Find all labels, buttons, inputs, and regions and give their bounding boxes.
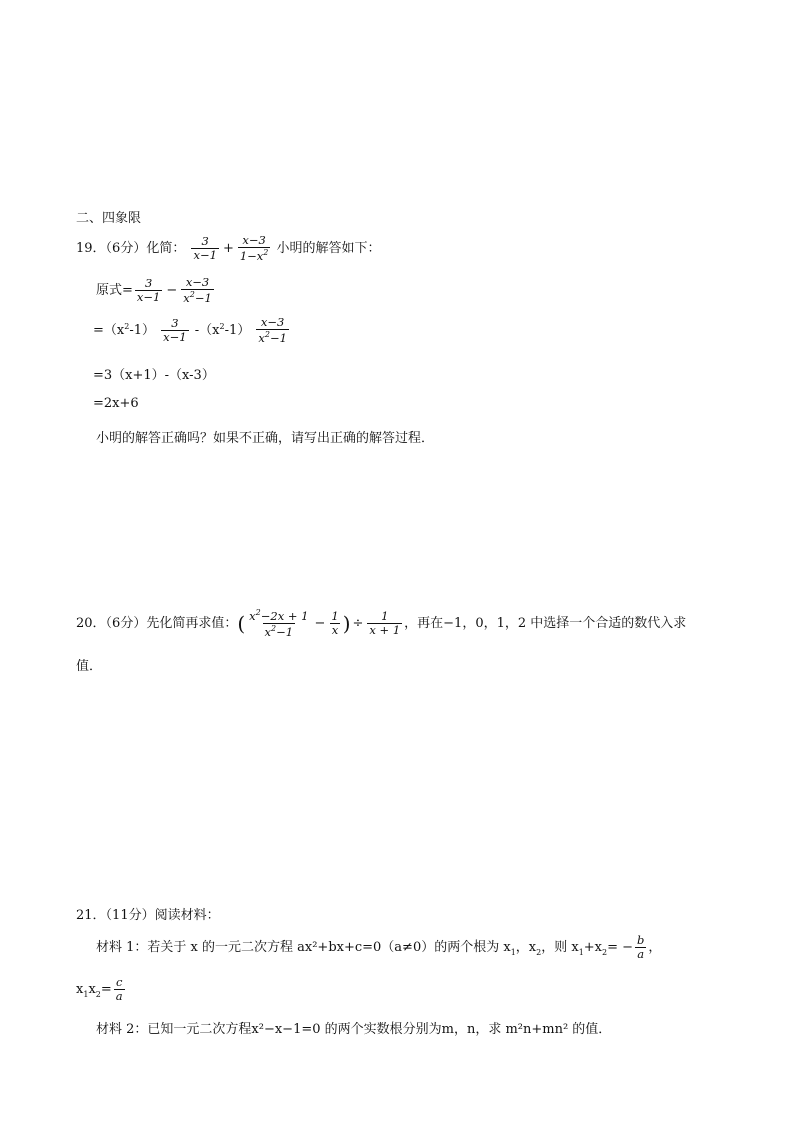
q19-question: 小明的解答正确吗？如果不正确，请写出正确的解答过程． — [96, 431, 435, 446]
q19-plus: + — [222, 241, 234, 257]
q19-fraction-1: $\frac{3}{x-1}$ — [193, 233, 217, 263]
q20-tail-line-2: 值． — [76, 659, 103, 674]
question-21-header: 21．（11分）阅读材料： — [76, 908, 220, 923]
q21-material-1-line-2: $x_1x_2=$ $\frac{c}{a}$ — [76, 975, 123, 1004]
q19-solution-line-1: 原式= $\frac{3}{x-1}$ − $\frac{x-3}{x^2-1}$ — [96, 275, 212, 306]
q19-score: （6分） — [105, 241, 147, 257]
q19-number: 19． — [76, 241, 106, 257]
q19-solution-line-4: =2x+6 — [93, 396, 139, 411]
q19-solution-line-3: =3（x+1）-（x-3） — [93, 368, 215, 383]
q19-solution-line-2: $=(x^2-1)$ $\frac{3}{x-1}$ $-(x^2-1)$ $\frac{x-3}{x^2-1}$ — [93, 315, 287, 346]
q21-material-2: 材料 2：已知一元二次方程x²−x−1=0 的两个实数根分别为m，n，求 m²n+mn² 的值． — [96, 1022, 612, 1037]
question-20: 20．（6分）先化简再求值：( $\frac{x^2-2x + 1}{x^2-1}$ − $\frac{1}{x}$ ) ÷ $\frac{1}{x + 1}$ ，再在−1，0，1，2 中选择一个合适的数代入求 — [76, 608, 687, 639]
q21-material-1: 材料 1：若关于 x 的一元二次方程 ax²+bx+c=0（a≠0）的两个根为 $x_1$，$x_2$，则 $x_1+x_2=$ − $\frac{b}{a}$ ， — [96, 933, 662, 962]
section-title: 二、四象限 — [76, 211, 142, 226]
question-19-header — [76, 234, 381, 263]
q19-tail: 小明的解答如下： — [272, 241, 381, 257]
q19-fraction-2: $\frac{x-3}{1-x^2}$ — [239, 233, 269, 264]
q19-prompt: 化简： — [146, 241, 186, 257]
